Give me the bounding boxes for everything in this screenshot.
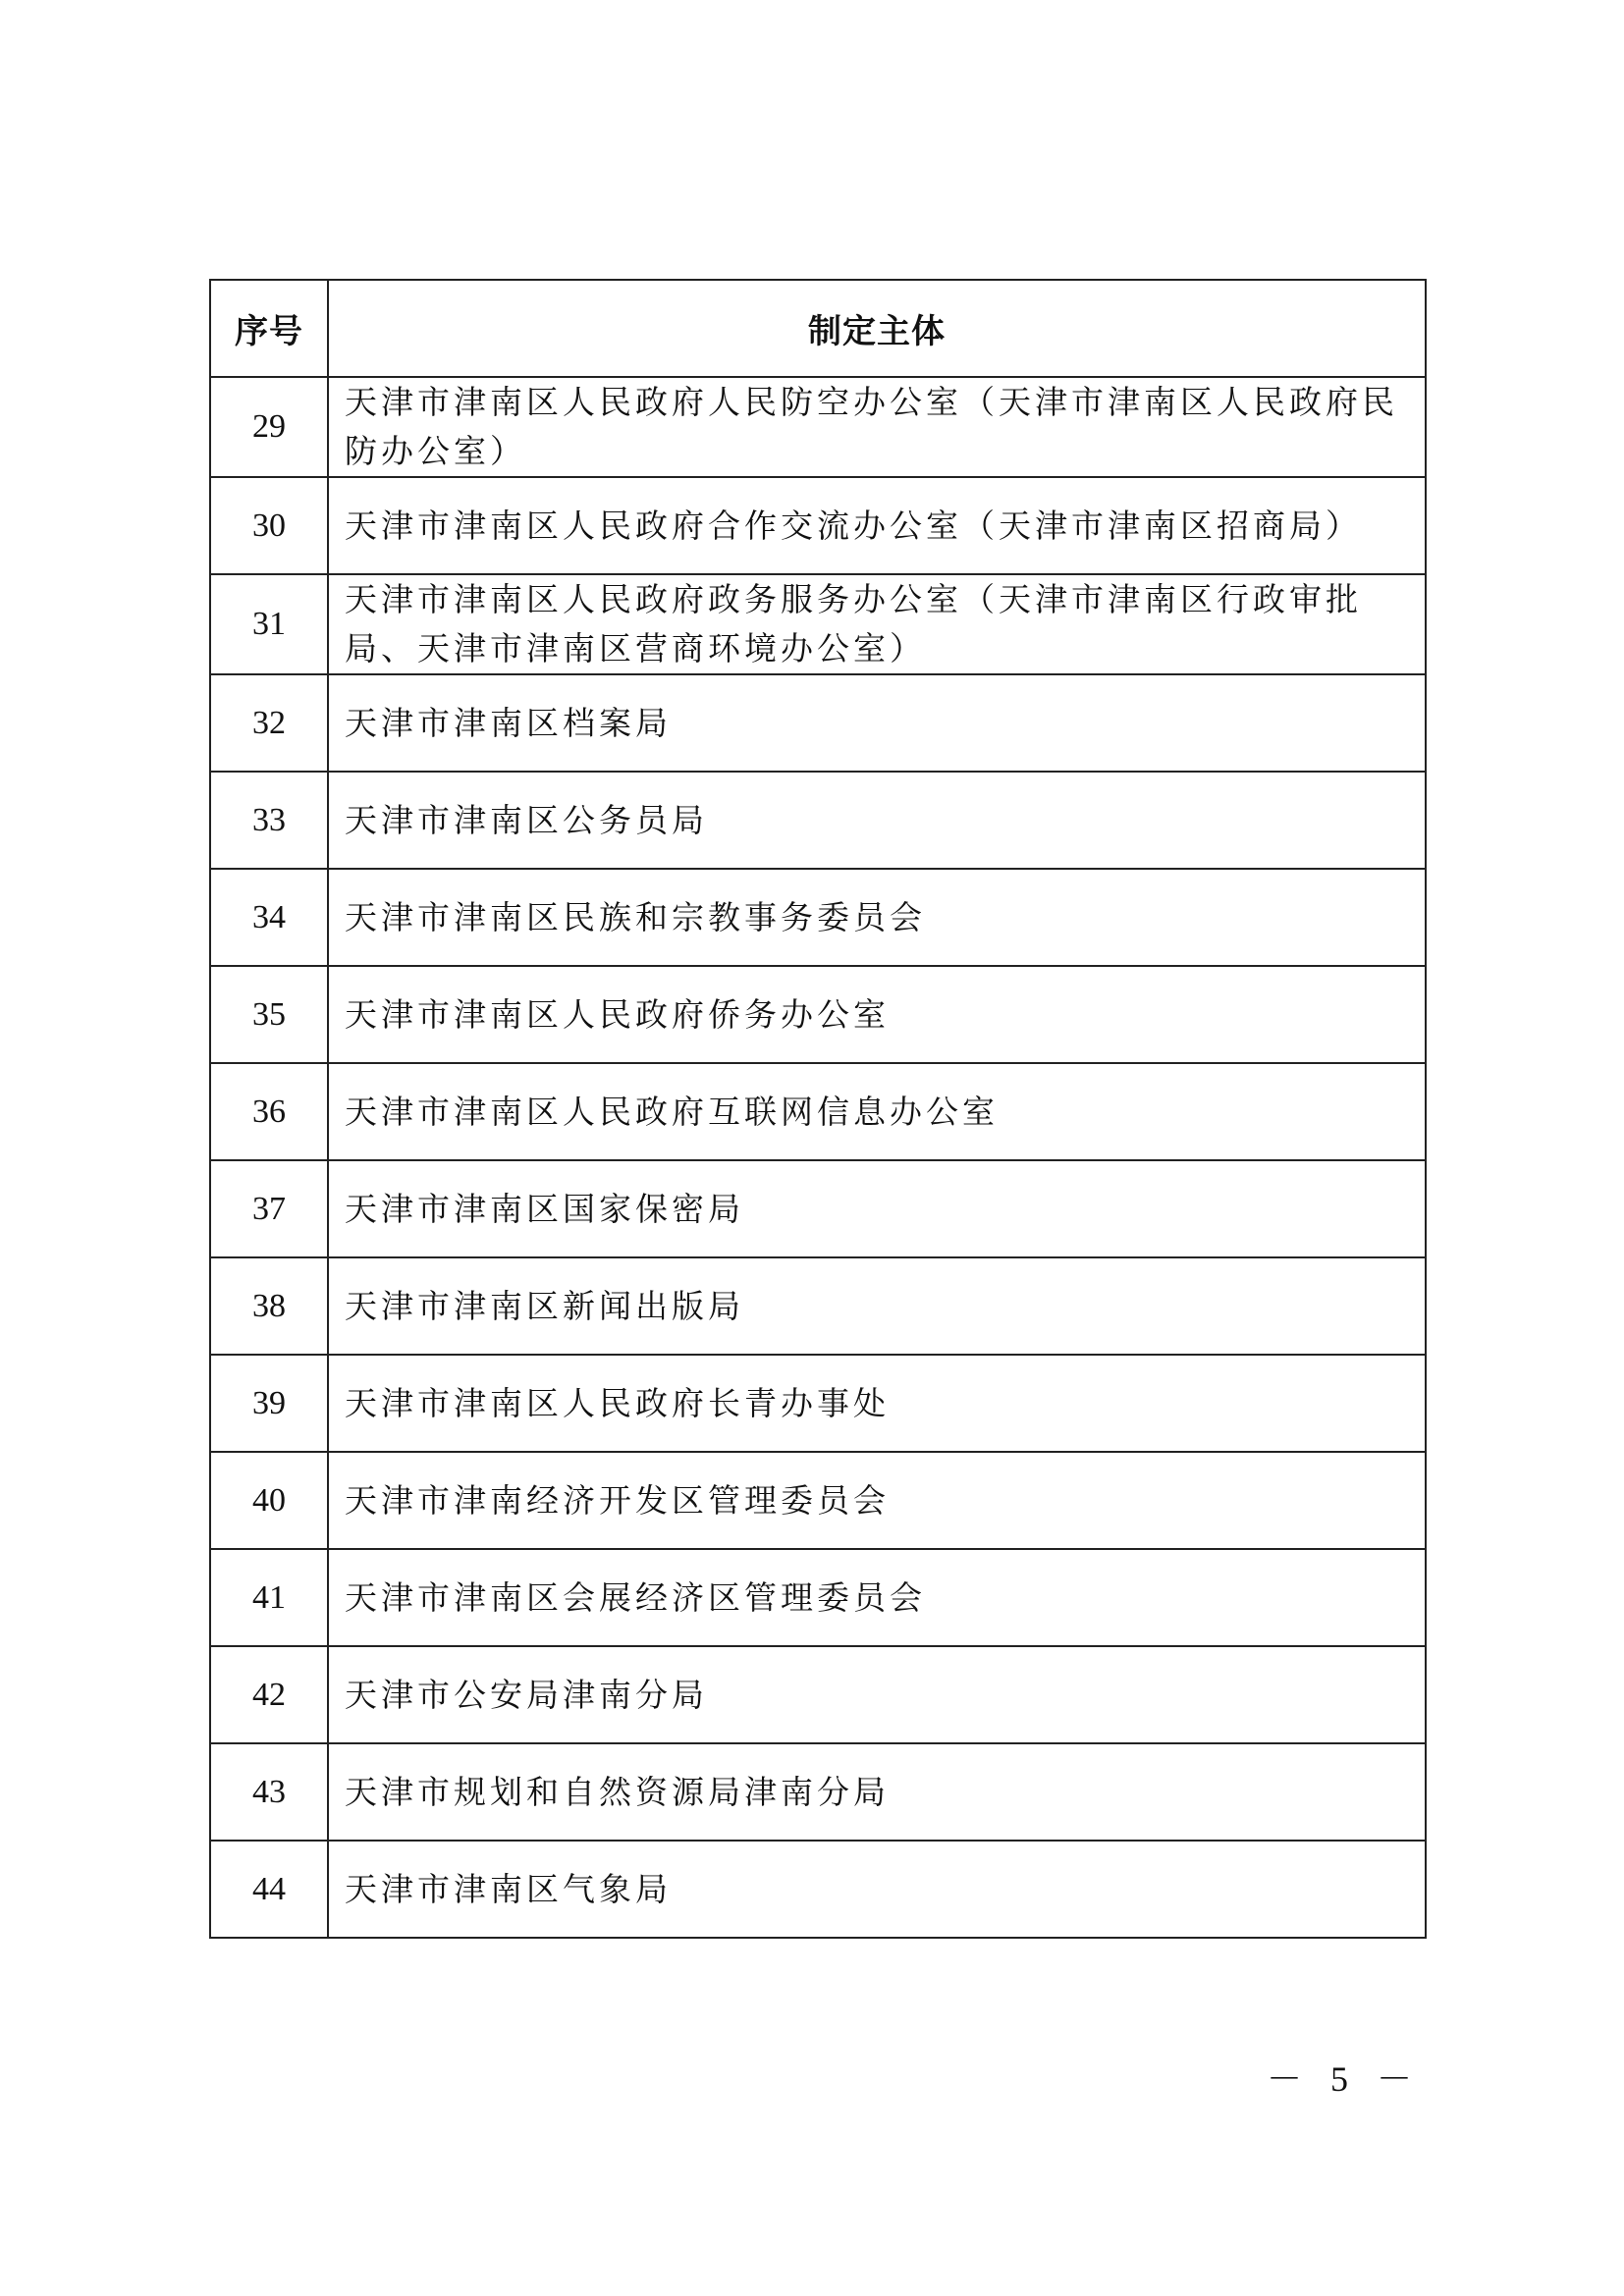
row-body: 天津市津南区人民政府侨务办公室 <box>328 966 1426 1063</box>
row-body: 天津市津南区人民政府合作交流办公室（天津市津南区招商局） <box>328 477 1426 574</box>
header-number: 序号 <box>210 280 328 377</box>
table-row <box>210 772 1426 869</box>
row-number: 41 <box>210 1549 328 1646</box>
row-number: 33 <box>210 772 328 869</box>
row-number: 35 <box>210 966 328 1063</box>
table-row <box>210 574 1426 674</box>
table-row <box>210 1063 1426 1160</box>
row-number: 30 <box>210 477 328 574</box>
page-number: － 5 － <box>1267 2059 1423 2099</box>
row-body: 天津市津南区公务员局 <box>328 772 1426 869</box>
row-body: 天津市津南区人民政府互联网信息办公室 <box>328 1063 1426 1160</box>
row-number: 42 <box>210 1646 328 1743</box>
row-body: 天津市津南区档案局 <box>328 674 1426 772</box>
table-row <box>210 477 1426 574</box>
row-body: 天津市津南区会展经济区管理委员会 <box>328 1549 1426 1646</box>
table-row <box>210 966 1426 1063</box>
table-row <box>210 1841 1426 1938</box>
row-body: 天津市津南区新闻出版局 <box>328 1257 1426 1355</box>
row-body: 天津市津南经济开发区管理委员会 <box>328 1452 1426 1549</box>
row-body: 天津市津南区人民政府长青办事处 <box>328 1355 1426 1452</box>
row-body: 天津市津南区人民政府政务服务办公室（天津市津南区行政审批局、天津市津南区营商环境办公室） <box>328 574 1426 674</box>
row-body: 天津市规划和自然资源局津南分局 <box>328 1743 1426 1841</box>
row-number: 36 <box>210 1063 328 1160</box>
row-number: 32 <box>210 674 328 772</box>
table-row <box>210 1355 1426 1452</box>
row-body: 天津市津南区民族和宗教事务委员会 <box>328 869 1426 966</box>
row-body: 天津市公安局津南分局 <box>328 1646 1426 1743</box>
table-row <box>210 1452 1426 1549</box>
table-row <box>210 1743 1426 1841</box>
table-row <box>210 674 1426 772</box>
row-number: 29 <box>210 377 328 477</box>
table-header-row <box>210 280 1426 377</box>
row-number: 43 <box>210 1743 328 1841</box>
table-row <box>210 1160 1426 1257</box>
entities-table <box>209 279 1427 1939</box>
row-number: 40 <box>210 1452 328 1549</box>
table-row <box>210 869 1426 966</box>
row-number: 39 <box>210 1355 328 1452</box>
table-row <box>210 1646 1426 1743</box>
row-number: 34 <box>210 869 328 966</box>
table-row <box>210 377 1426 477</box>
table-row <box>210 1257 1426 1355</box>
header-body: 制定主体 <box>328 280 1426 377</box>
row-number: 31 <box>210 574 328 674</box>
row-number: 37 <box>210 1160 328 1257</box>
row-number: 44 <box>210 1841 328 1938</box>
table-row <box>210 1549 1426 1646</box>
row-number: 38 <box>210 1257 328 1355</box>
row-body: 天津市津南区人民政府人民防空办公室（天津市津南区人民政府民防办公室） <box>328 377 1426 477</box>
row-body: 天津市津南区气象局 <box>328 1841 1426 1938</box>
row-body: 天津市津南区国家保密局 <box>328 1160 1426 1257</box>
